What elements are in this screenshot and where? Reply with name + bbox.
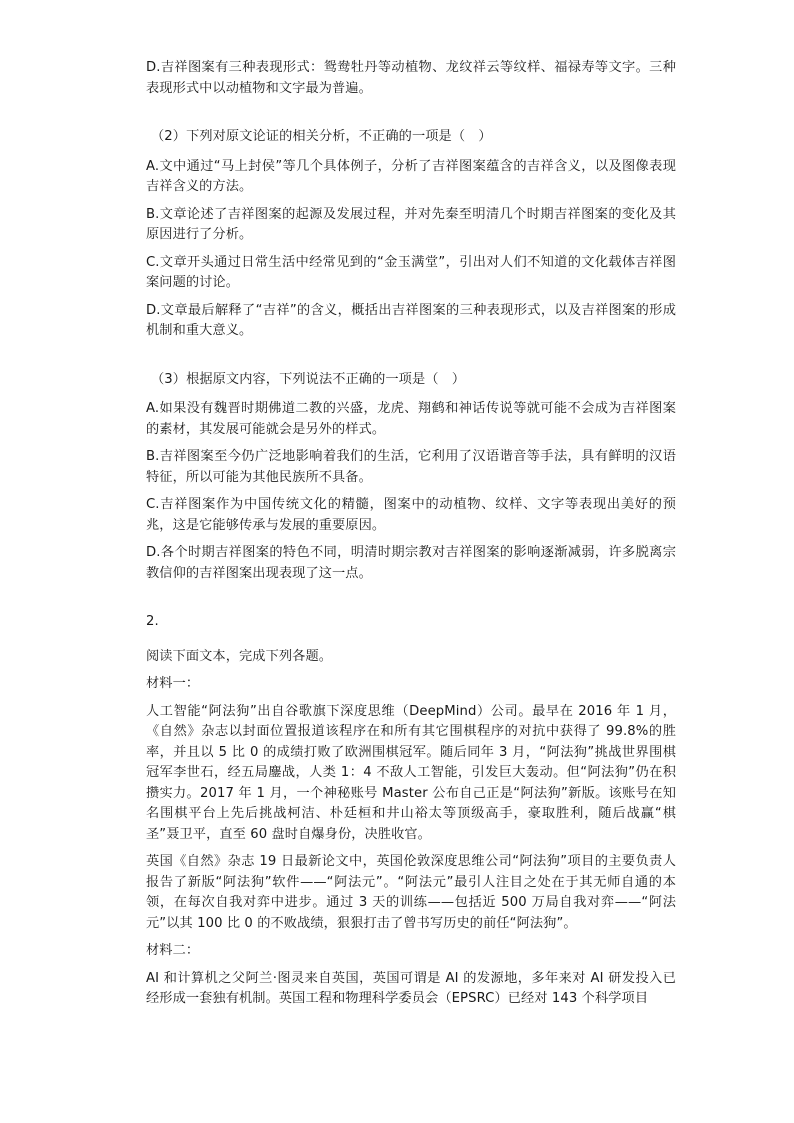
- material2-paragraph-1: AI 和计算机之父阿兰·图灵来自英国，英国可谓是 AI 的发源地，多年来对 AI 研发投入已经形成一套独有机制。英国工程和物理科学委员会（EPSRC）已经对 143 个科学项目: [146, 970, 676, 1006]
- document-page: [146, 58, 676, 1017]
- material2-label: 材料二：: [146, 943, 200, 958]
- q2-option-d: D.文章最后解释了“吉祥”的含义，概括出吉祥图案的三种表现形式，以及吉祥图案的形成机制和重大意义。: [146, 302, 676, 338]
- q2-option-b: B.文章论述了吉祥图案的起源及发展过程，并对先秦至明清几个时期吉祥图案的变化及其原因进行了分析。: [146, 206, 676, 242]
- q1-option-d: D.吉祥图案有三种表现形式：鸳鸯牡丹等动植物、龙纹祥云等纹样、福禄寿等文字。三种表现形式中以动植物和文字最为普遍。: [146, 60, 676, 96]
- q3-option-d: D.各个时期吉祥图案的特色不同，明清时期宗教对吉祥图案的影响逐渐减弱，许多脱离宗教信仰的吉祥图案出现表现了这一点。: [146, 545, 676, 581]
- reading-instruction: 阅读下面文本，完成下列各题。: [146, 648, 333, 664]
- q2-option-a: A.文中通过“马上封侯”等几个具体例子，分析了吉祥图案蕴含的吉祥含义，以及图像表现吉祥含义的方法。: [146, 158, 676, 194]
- material1-label: 材料一：: [146, 676, 200, 691]
- question-number: 2.: [146, 614, 159, 629]
- q2-stem: （2）下列对原文论证的相关分析，不正确的一项是（ ）: [151, 129, 492, 144]
- material1-paragraph-2: 英国《自然》杂志 19 日最新论文中，英国伦敦深度思维公司“阿法狗”项目的主要负责人报告了新版“阿法狗”软件——“阿法元”。“阿法元”最引人注目之处在于其无师自通的本领，在每次自我对弈中进步。通过 3 天的训练——包括近 500 万局自我对弈——“阿法元”以其 100 比 0 的不败战绩，狠狠打击了曾书写历史的前任“阿法狗”。: [146, 854, 676, 931]
- q3-option-a: A.如果没有魏晋时期佛道二教的兴盛，龙虎、翔鹤和神话传说等就可能不会成为吉祥图案的素材，其发展可能就会是另外的样式。: [146, 401, 676, 437]
- material1-paragraph-1: 人工智能“阿法狗”出自谷歌旗下深度思维（DeepMind）公司。最早在 2016 年 1 月，《自然》杂志以封面位置报道该程序在和所有其它围棋程序的对抗中获得了 99.8%的胜率，并且以 5 比 0 的成绩打败了欧洲围棋冠军。随后同年 3 月，“阿法狗”挑战世界围棋冠军李世石，经五局鏖战，人类 1：4 不敌人工智能，引发巨大轰动。但“阿法狗”仍在积攒实力。2017 年 1 月，一个神秘账号 Master 公布自己正是“阿法狗”新版。该账号在知名围棋平台上先后挑战柯洁、朴廷桓和井山裕太等顶级高手，豪取胜利，随后战赢“棋圣”聂卫平，直至 60 盘时自爆身份，决胜收官。: [146, 703, 676, 842]
- q3-stem: （3）根据原文内容，下列说法不正确的一项是（ ）: [151, 371, 466, 387]
- q3-option-b: B.吉祥图案至今仍广泛地影响着我们的生活，它利用了汉语谐音等手法，具有鲜明的汉语特征，所以可能为其他民族所不具备。: [146, 449, 676, 485]
- q3-option-c: C.吉祥图案作为中国传统文化的精髓，图案中的动植物、纹样、文字等表现出美好的预兆，这是它能够传承与发展的重要原因。: [146, 497, 676, 533]
- q2-option-c: C.文章开头通过日常生活中经常见到的“金玉满堂”，引出对人们不知道的文化载体吉祥图案问题的讨论。: [146, 254, 676, 290]
